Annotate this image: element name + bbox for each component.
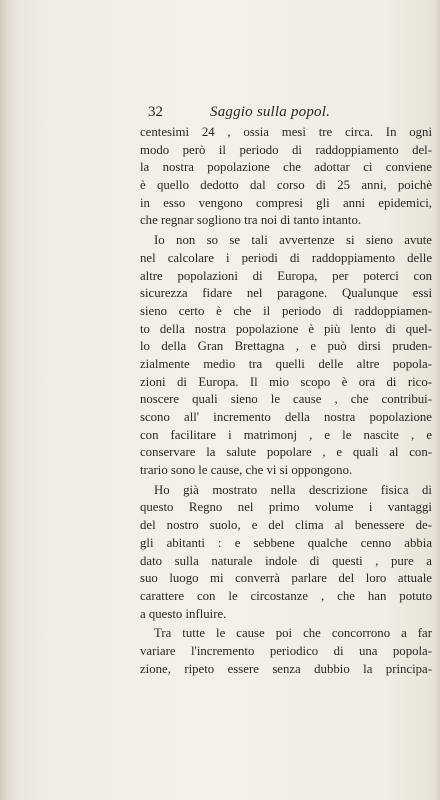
text-line: a questo influire. (140, 606, 227, 621)
page-right-edge (434, 0, 440, 800)
text-line: con facilitare i matrimonj , e le nascite , e (140, 427, 432, 442)
text-line: lo della Gran Brettagna , e può dirsi pruden- (140, 339, 432, 354)
text-line: gli abitanti : e sebbene qualche cenno abbia (140, 535, 432, 550)
paragraph (140, 625, 432, 678)
paragraph (140, 482, 432, 624)
text-line: Ho già mostrato nella descrizione fisica di (154, 482, 432, 497)
text-line: dato sulla naturale indole di questi , pure a (140, 553, 432, 568)
text-line: centesimi 24 , ossia mesi tre circa. In ogni (140, 125, 432, 139)
text-line: del nostro suolo, e del clima al benessere de- (140, 518, 432, 533)
text-line: scono all' incremento della nostra popolazione (140, 410, 432, 424)
text-line: variare l'incremento periodico di una popola- (140, 643, 432, 658)
text-line: altre popolazioni di Europa, per poterci con (140, 268, 432, 283)
text-block (140, 100, 432, 678)
text-line: che regnar sogliono tra noi di tanto intanto. (140, 213, 362, 228)
paragraph (140, 124, 432, 230)
text-line: noscere quali sieno le cause , che contribui- (140, 392, 432, 407)
page-number: 32 (148, 104, 163, 120)
text-line: questo Regno nel primo volume i vantaggi (140, 500, 432, 515)
running-title: Saggio sulla popol. (210, 104, 331, 120)
text-line: zione, ripeto essere senza dubbio la principa- (140, 661, 432, 676)
text-line: suo luogo mi converrà parlare del loro attuale (140, 571, 432, 586)
text-line: zialmente medio tra quelli delle altre popola- (140, 356, 432, 371)
text-line: Tra tutte le cause poi che concorrono a far (154, 626, 432, 641)
text-line: è quello dedotto dal corso di 25 anni, poichè (140, 178, 432, 193)
text-line: carattere con le circostanze , che han potuto (140, 588, 432, 603)
text-line: trario sono le cause, che vi si oppongono. (140, 463, 353, 478)
text-line: sieno certo è che il periodo di raddoppiamen- (140, 303, 432, 318)
text-line: to della nostra popolazione è più lento di quel- (140, 321, 432, 336)
text-line: conservare la salute popolare , e quali al con- (140, 445, 432, 460)
text-line: in esso vengono compresi gli anni epidemici, (140, 195, 432, 210)
running-head (140, 100, 432, 124)
text-line: sicurezza fidare nel paragone. Qualunque essi (140, 286, 432, 301)
text-line: la nostra popolazione che adottar ci conviene (140, 160, 432, 175)
text-line: modo però il periodo di raddoppiamento del- (140, 142, 432, 157)
text-line: nel calcolare i periodi di raddoppiamento delle (140, 250, 432, 265)
paragraph (140, 232, 432, 480)
text-line: zioni di Europa. Il mio scopo è ora di rico- (140, 374, 432, 389)
page-left-edge (0, 0, 14, 800)
text-line: Io non so se tali avvertenze si sieno avute (154, 233, 432, 248)
